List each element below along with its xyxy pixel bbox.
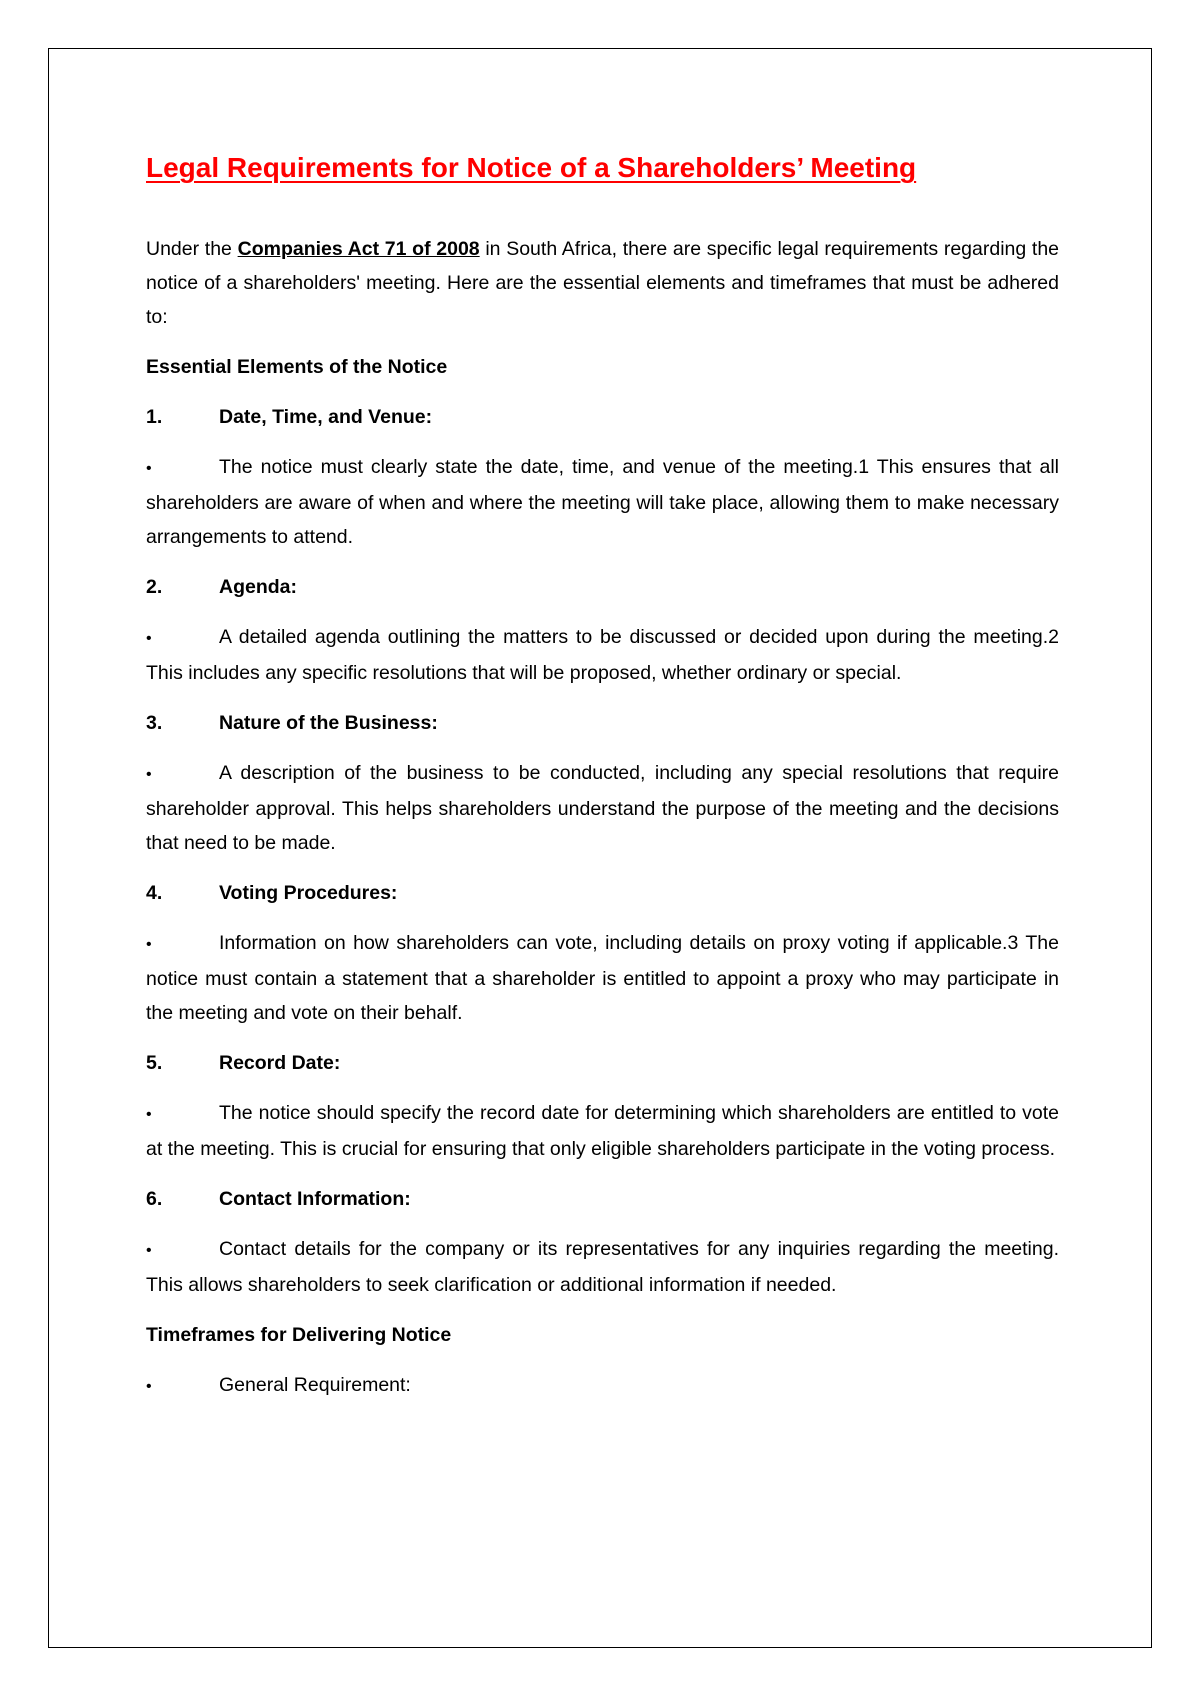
item-number: 2.: [146, 576, 163, 598]
item-2-heading: [146, 570, 1059, 604]
item-4-bullet: [146, 926, 1059, 1030]
item-heading-text: Contact Information:: [219, 1188, 411, 1210]
bullet-text: A detailed agenda outlining the matters to be discussed or decided upon during the meeting.2 This includes any specific resolutions that will be proposed, whether ordinary or special.: [146, 626, 1059, 684]
timeframes-heading: Timeframes for Delivering Notice: [146, 1324, 452, 1346]
intro-text-after: in South Africa, there are specific legal requirements regarding the notice of a shareholders' meeting. Here are the essential elements and timeframes that must be adhered to:: [146, 238, 1060, 328]
item-5-bullet: [146, 1096, 1059, 1166]
item-heading-text: Voting Procedures:: [219, 882, 398, 904]
bullet-icon: •: [146, 1106, 152, 1123]
item-heading-text: Record Date:: [219, 1052, 341, 1074]
bullet-icon: •: [146, 460, 152, 477]
bullet-text: Information on how shareholders can vote, including details on proxy voting if applicable.3 The notice must contain a statement that a shareholder is entitled to appoint a proxy who may participate in the meeting and vote on their behalf.: [146, 932, 1059, 1024]
intro-paragraph: [146, 232, 1059, 334]
bullet-text: A description of the business to be conducted, including any special resolutions that require shareholder approval. This helps shareholders understand the purpose of the meeting and the decisions that need to be made.: [146, 762, 1059, 854]
item-heading-text: Nature of the Business:: [219, 712, 438, 734]
item-6-heading: [146, 1182, 1059, 1216]
bullet-icon: •: [146, 1242, 152, 1259]
item-3-heading: [146, 706, 1059, 740]
bullet-icon: •: [146, 936, 152, 953]
bullet-icon: •: [146, 1378, 152, 1395]
item-5-heading: [146, 1046, 1059, 1080]
intro-text-before: Under the: [146, 238, 238, 260]
item-heading-text: Date, Time, and Venue:: [219, 406, 433, 428]
item-number: 4.: [146, 882, 163, 904]
item-number: 5.: [146, 1052, 163, 1074]
item-3-bullet: [146, 756, 1059, 860]
item-number: 6.: [146, 1188, 163, 1210]
document-title: Legal Requirements for Notice of a Shareholders’ Meeting: [146, 152, 917, 183]
bullet-icon: •: [146, 766, 152, 783]
essential-elements-heading: Essential Elements of the Notice: [146, 356, 448, 378]
item-1-heading: [146, 400, 1059, 434]
item-6-bullet: [146, 1232, 1059, 1302]
timeframes-bullet: [146, 1368, 1059, 1404]
document-body: [146, 148, 1059, 1404]
item-1-bullet: [146, 450, 1059, 554]
bullet-text: Contact details for the company or its representatives for any inquiries regarding the meeting. This allows shareholders to seek clarification or additional information if needed.: [146, 1238, 1059, 1296]
item-heading-text: Agenda:: [219, 576, 297, 598]
companies-act-link[interactable]: Companies Act 71 of 2008: [237, 238, 480, 260]
item-4-heading: [146, 876, 1059, 910]
bullet-icon: •: [146, 630, 152, 647]
bullet-text: The notice should specify the record date for determining which shareholders are entitled to vote at the meeting. This is crucial for ensuring that only eligible shareholders participate in the voting process.: [146, 1102, 1059, 1160]
bullet-text: The notice must clearly state the date, time, and venue of the meeting.1 This ensures that all shareholders are aware of when and where the meeting will take place, allowing them to make necessary arrangements to attend.: [146, 456, 1059, 548]
item-number: 1.: [146, 406, 163, 428]
item-2-bullet: [146, 620, 1059, 690]
bullet-text: General Requirement:: [219, 1374, 411, 1396]
item-number: 3.: [146, 712, 163, 734]
